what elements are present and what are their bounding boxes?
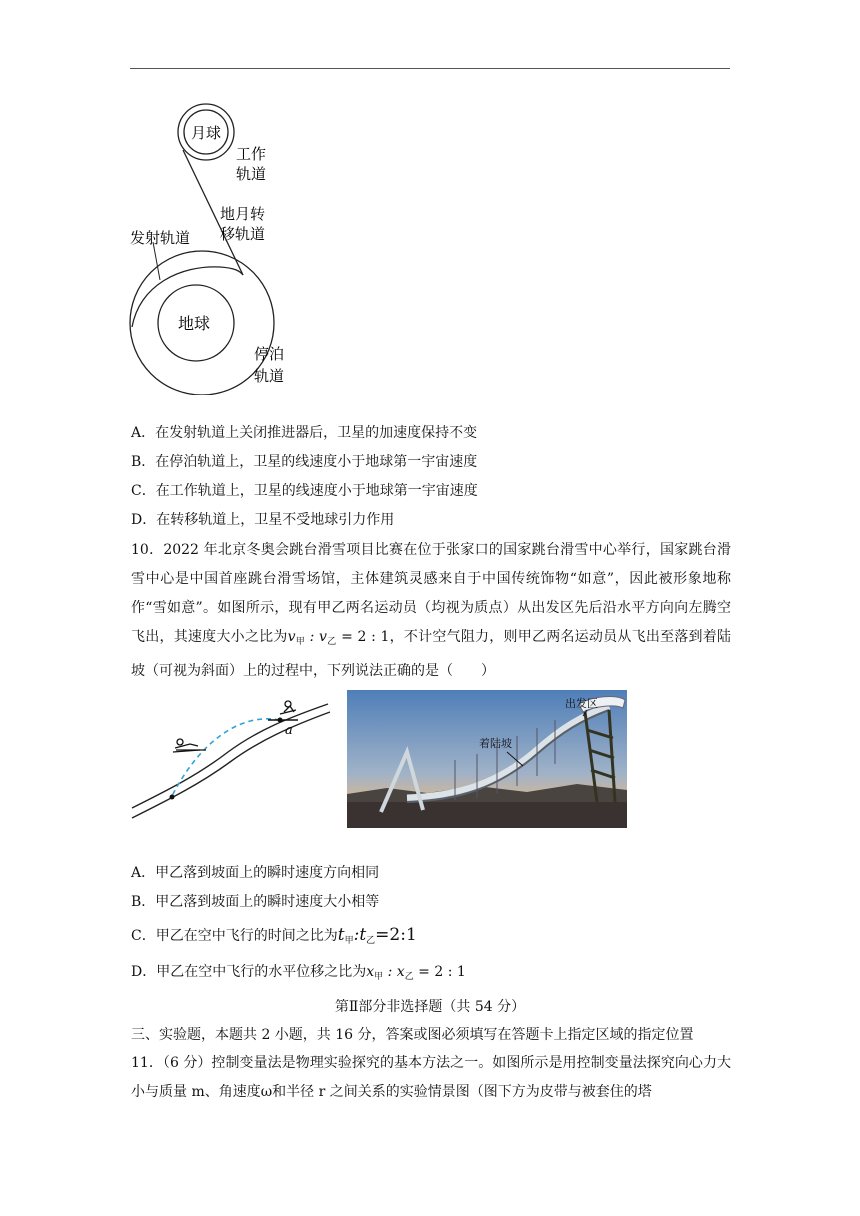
slope-lower-line: [132, 712, 330, 818]
part2-title: 第Ⅱ部分非选择题（共 54 分）: [334, 999, 526, 1015]
q10-stem: [131, 536, 731, 686]
photo-label-start-area: 出发区: [565, 697, 598, 710]
work-orbit-label-2: 轨道: [236, 165, 267, 183]
q10-option-a: A．甲乙落到坡面上的瞬时速度方向相同: [131, 865, 380, 881]
q9-option-a: A．在发射轨道上关闭推进器后，卫星的加速度保持不变: [131, 425, 478, 441]
ski-jump-photo: [347, 690, 627, 828]
transfer-orbit-label-1: 地月转: [220, 205, 266, 223]
ski-jump-sketch: [128, 690, 334, 825]
q10-stem-text-b: ，不计空气阻力，则甲乙两名运动员从飞出至落到着陆坡（可视为斜面）上的过程中，下列说法正确的是（ ）: [131, 629, 732, 679]
landing-point: [170, 795, 175, 800]
transfer-orbit-label-2: 移轨道: [220, 225, 266, 243]
q10-option-d: D．甲乙在空中飞行的水平位移之比为$x_甲$ : $x_乙 = 2$ : 1: [131, 964, 466, 982]
orbit-diagram: [120, 95, 310, 395]
q10-option-c: C．甲乙在空中飞行的时间之比为$t_甲:t_乙=2:1$: [131, 925, 417, 946]
header-rule: [130, 68, 730, 69]
earth-label: 地球: [177, 314, 211, 333]
moon-label: 月球: [190, 124, 222, 142]
q9-option-d: D．在转移轨道上，卫星不受地球引力作用: [131, 512, 395, 528]
displacement-ratio: $x_甲$ : $x_乙 = 2$ : 1: [366, 964, 466, 982]
slope-upper-line: [132, 704, 328, 808]
parking-orbit-label-1: 停泊: [254, 345, 285, 363]
section3-heading: 三、实验题，本题共 2 小题，共 16 分，答案或图必须填写在答题卡上指定区域的指定位置: [131, 1027, 694, 1043]
q10-stem-text-a: 10．2022 年北京冬奥会跳台滑雪项目比赛在位于张家口的国家跳台滑雪中心举行，国家跳台滑雪中心是中国首座跳台滑雪场馆，主体建筑灵感来自于中国传统饰物“如意”，因此被形象地称作“雪如意”。如图所示，现有甲乙两名运动员（均视为质点）从出发区先后沿水平方向向左腾空飞出，其速度大小之比为: [131, 542, 731, 645]
q10-option-b: B．甲乙落到坡面上的瞬时速度大小相等: [131, 894, 380, 910]
q9-option-c: C．在工作轨道上，卫星的线速度小于地球第一宇宙速度: [131, 483, 478, 499]
parking-orbit-label-2: 轨道: [254, 367, 285, 385]
ground: [347, 802, 627, 828]
point-a-label: a: [285, 723, 293, 738]
time-ratio: $t_甲:t_乙=2:1$: [337, 925, 417, 946]
launch-orbit-pointer: [153, 242, 160, 280]
velocity-ratio: $v_甲$ : $v_乙 = 2$ : 1: [287, 629, 390, 647]
work-orbit-label-1: 工作: [236, 145, 267, 163]
q11-stem: 11．（6 分）控制变量法是物理实验探究的基本方法之一。如图所示是用控制变量法探究向心力大小与质量 m、角速度ω和半径 r 之间关系的实验情景图（图下方为皮带与被套住的塔: [131, 1055, 731, 1100]
skier-icon-right: [280, 701, 296, 714]
photo-label-landing-slope: 着陆坡: [479, 737, 512, 750]
q9-option-b: B．在停泊轨道上，卫星的线速度小于地球第一宇宙速度: [131, 454, 478, 470]
launch-orbit-label: 发射轨道: [130, 229, 191, 247]
